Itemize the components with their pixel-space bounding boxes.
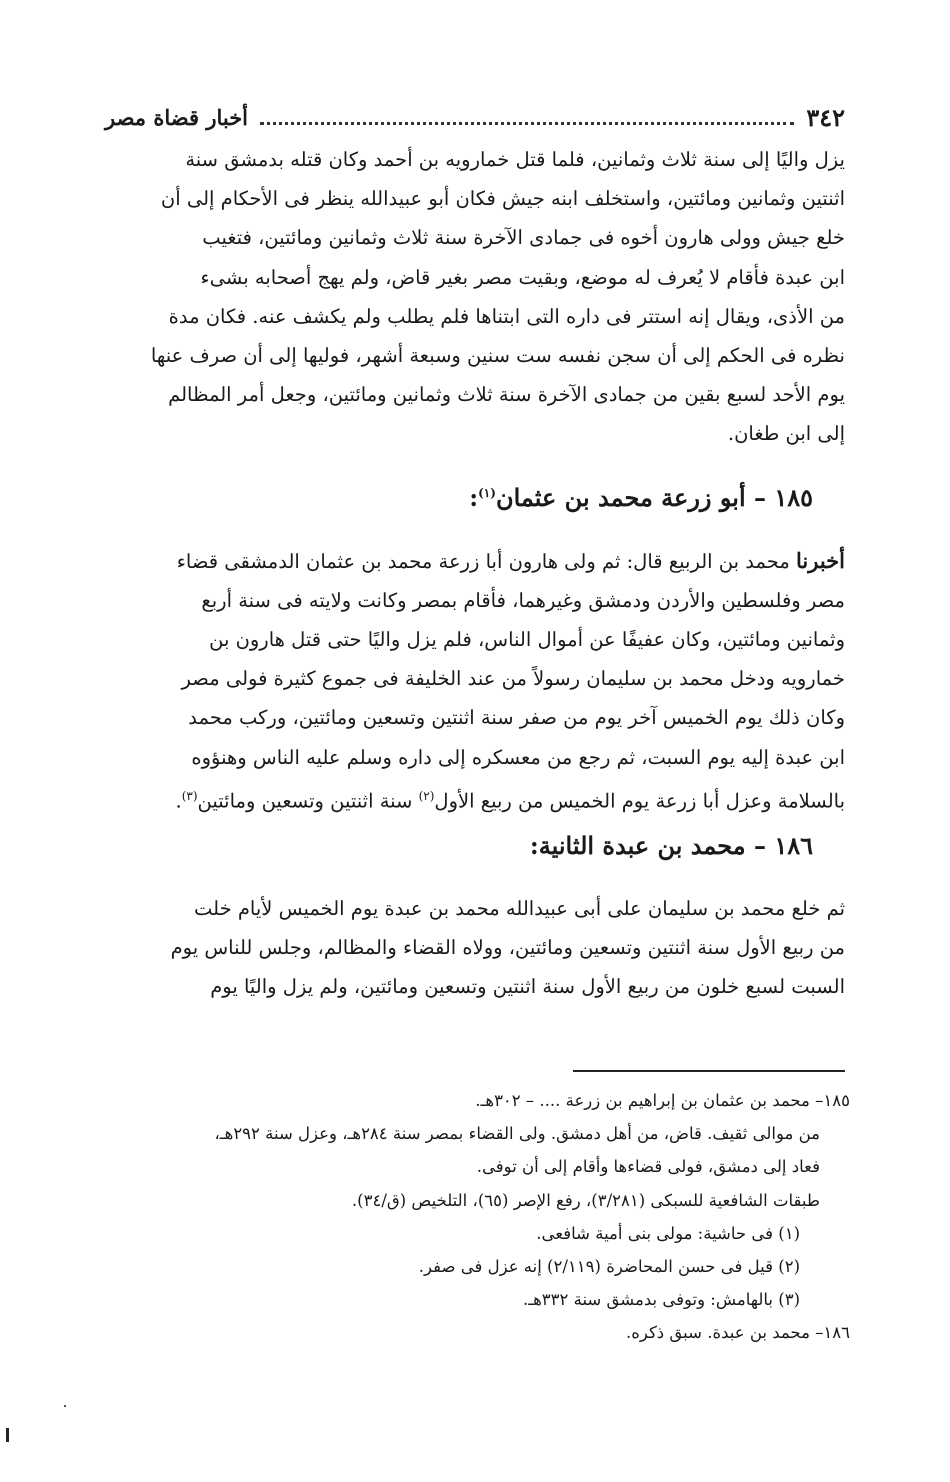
text-line: يزل واليًا إلى سنة ثلاث وثمانين، فلما قتل خمارويه بن أحمد وكان قتله بدمشق سنة	[185, 148, 845, 171]
text-line: من الأذى، ويقال إنه استتر فى داره التى ابتناها فلم يطلب ولم يكشف عنه. فكان مدة	[168, 304, 845, 328]
book-title: أخبار قضاة مصر	[105, 104, 249, 130]
text-line: من ربيع الأول سنة اثنتين وتسعين ومائتين، وولاه القضاء والمظالم، وجلس للناس يوم	[170, 935, 845, 959]
text-line: مصر وفلسطين والأردن ودمشق وغيرهما، فأقام بمصر وكانت ولايته فى سنة أربع	[201, 588, 845, 612]
lead-word: أخبرنا	[796, 547, 845, 573]
text-line: إلى ابن طغان.	[727, 422, 845, 446]
text-line: ابن عبدة فأقام لا يُعرف له موضع، وبقيت مصر بغير قاض، ولم يهج أصحابه بشىء	[200, 265, 845, 289]
entry-185-paragraph	[105, 541, 845, 821]
header-dot-leader	[260, 110, 794, 125]
footnote-sources: طبقات الشافعية للسبكى (٣/٢٨١)، رفع الإصر (٦٥)، التلخيص (ق/٣٤).	[351, 1190, 820, 1210]
footnote-bio-line: فعاد إلى دمشق، فولى قضاءها وأقام إلى أن توفى.	[476, 1157, 820, 1177]
footnote-divider	[573, 1070, 845, 1072]
footnotes	[105, 1084, 850, 1350]
text-line: خلع جيش وولى هارون أخوه فى جمادى الآخرة سنة ثلاث وثمانين ومائتين، فتغيب	[202, 226, 845, 250]
entry-186-paragraph	[105, 889, 845, 1007]
footnote-3: (٣) بالهامش: وتوفى بدمشق سنة ٣٣٢هـ.	[522, 1290, 800, 1310]
text-line: خمارويه ودخل محمد بن سليمان رسولاً من عند الخليفة فى جموع كثيرة فولى مصر	[181, 667, 845, 691]
footnote-bio-line: من موالى ثقيف. قاض، من أهل دمشق. ولى القضاء بمصر سنة ٢٨٤هـ، وعزل سنة ٢٩٢هـ،	[214, 1124, 820, 1144]
text-line: وكان ذلك يوم الخميس آخر يوم من صفر سنة اثنتين وتسعين ومائتين، وركب محمد	[188, 706, 845, 730]
intro-paragraph	[105, 140, 845, 454]
text-line-part: سنة اثنتين وتسعين ومائتين	[197, 789, 419, 813]
text-line-body: محمد بن الربيع قال: ثم ولى هارون أبا زرعة محمد بن عثمان الدمشقى قضاء	[176, 549, 790, 573]
entry-heading-185	[105, 468, 845, 523]
text-line	[105, 541, 845, 581]
footnote-ref-2: (٢)	[418, 788, 435, 803]
text-line-part: .	[175, 789, 182, 813]
heading-colon: :	[469, 482, 479, 512]
scan-speck	[64, 1405, 66, 1407]
entry-heading-186: ١٨٦ – محمد بن عبدة الثانية:	[529, 830, 813, 860]
running-header	[105, 95, 845, 139]
entry-heading-185-text: ١٨٥ – أبو زرعة محمد بن عثمان	[495, 482, 813, 512]
footnote-ref-1: (١)	[478, 485, 496, 500]
footnote-2: (٢) قيل فى حسن المحاضرة (٢/١١٩) إنه عزل فى صفر.	[418, 1257, 800, 1277]
text-line: السبت لسبع خلون من ربيع الأول سنة اثنتين وتسعين ومائتين، ولم يزل واليًا يوم	[210, 974, 845, 998]
text-line: نظره فى الحكم إلى أن سجن نفسه ست سنين وسبعة أشهر، فوليها إلى أن صرف عنها	[150, 344, 845, 368]
footnote-bio-186: ١٨٦– محمد بن عبدة. سبق ذكره.	[625, 1323, 850, 1343]
footnote-ref-3: (٣)	[181, 788, 198, 803]
text-line: وثمانين ومائتين، وكان عفيفًا عن أموال الناس، فلم يزل واليًا حتى قتل هارون بن	[209, 628, 845, 652]
scan-edge-mark	[6, 1428, 9, 1442]
text-line: يوم الأحد لسبع بقين من جمادى الآخرة سنة ثلاث وثمانين ومائتين، وجعل أمر المظالم	[168, 383, 845, 407]
main-text	[105, 140, 845, 1006]
text-line: ثم خلع محمد بن سليمان على أبى عبيدالله محمد بن عبدة يوم الخميس لأيام خلت	[194, 896, 845, 920]
page-number: ٣٤٢	[806, 102, 845, 132]
text-line: ابن عبدة إليه يوم السبت، ثم رجع من معسكره إلى داره وسلم عليه الناس وهنؤوه	[191, 745, 845, 769]
footnote-bio-185: ١٨٥– محمد بن عثمان بن إبراهيم بن زرعة .... – ٣٠٢هـ.	[475, 1091, 850, 1110]
footnote-1: (١) فى حاشية: مولى بنى أمية شافعى.	[536, 1223, 800, 1243]
text-line: اثنتين وثمانين ومائتين، واستخلف ابنه جيش فكان أبو عبيدالله ينظر فى الأحكام إلى أن	[160, 187, 845, 211]
text-line-part: بالسلامة وعزل أبا زرعة يوم الخميس من ربيع الأول	[434, 789, 845, 813]
text-line	[105, 777, 845, 821]
